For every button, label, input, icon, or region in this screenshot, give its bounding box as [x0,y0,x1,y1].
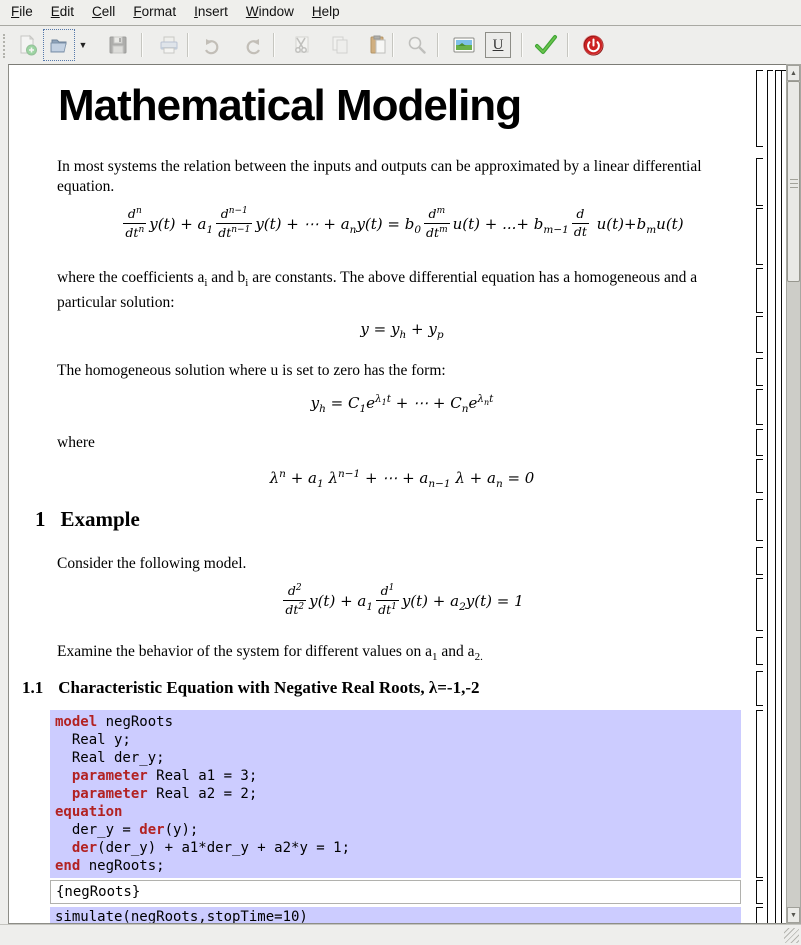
window-resize-grip[interactable] [784,928,799,943]
menu-help[interactable]: Help [311,4,340,19]
cell-bracket[interactable] [756,880,763,904]
magnifier-icon [406,34,428,56]
cell-bracket[interactable] [756,547,763,575]
underline-button[interactable] [484,31,512,59]
stop-button[interactable] [579,31,607,59]
text-cell[interactable]: Examine the behavior of the system for different values on $a_1$ and $a_{2.}$ [57,643,483,664]
toolbar-separator [437,33,439,57]
menu-insert[interactable]: Insert [194,4,228,19]
scrollbar-grip [790,177,798,188]
toolbar-separator [141,33,143,57]
save-button[interactable] [104,31,132,59]
clipboard-icon [367,34,389,56]
toolbar-separator [273,33,275,57]
menu-cell[interactable]: Cell [92,4,116,19]
input-cell-model[interactable]: model negRoots Real y; Real der_y; parameter Real a1 = 3; parameter Real a2 = 2; equation der_y = der(y); der(der_y) + a1*der_y + a2*y = 1; end negRoots; [50,710,741,878]
equation-cell[interactable]: $\lambda^n + a_1$ $\lambda^{n-1}$ + ⋯ + $a_{n-1}$ $\lambda + a_n = 0$ [269,468,535,490]
undo-arrow-icon [199,34,221,56]
cell-bracket[interactable] [756,459,763,493]
scroll-down-icon: ▼ [790,911,797,919]
open-dropdown-button[interactable] [76,31,90,59]
scroll-up-icon: ▲ [790,69,797,77]
text-cell[interactable]: where the coefficients $a_i$ and $b_i$ are constants. The above differential equation has a homogeneous and a particular solution: [57,269,698,312]
scroll-down-button[interactable] [787,907,800,923]
open-button[interactable] [45,31,73,59]
chevron-down-icon: ▼ [78,40,88,50]
status-bar [0,924,801,945]
cell-bracket[interactable] [756,268,763,313]
input-cell-simulate[interactable]: simulate(negRoots,stopTime=10) [50,907,741,923]
toolbar-separator [392,33,394,57]
cell-bracket[interactable] [756,158,763,206]
cell-bracket[interactable] [756,429,763,456]
toolbar-separator [187,33,189,57]
text-cell[interactable]: In most systems the relation between the inputs and outputs can be approximated by a linear differential equation. [57,158,702,195]
cell-bracket[interactable] [756,499,763,541]
cell-bracket[interactable] [756,316,763,353]
underline-icon: U [485,32,511,58]
menu-edit[interactable]: Edit [50,4,75,19]
copy-button[interactable] [326,31,354,59]
cell-bracket[interactable] [756,208,763,265]
print-button[interactable] [155,31,183,59]
text-cell[interactable]: Consider the following model. [57,555,247,572]
printer-icon [158,34,180,56]
menu-file[interactable]: File [11,4,33,19]
floppy-disk-icon [107,34,129,56]
menu-bar [0,0,801,26]
equation-cell[interactable]: $\frac{d^2}{dt^2}$ $y(t) + a_1$ $\frac{d^1}{dt^1}$ $y(t) + a_2y(t) = 1$ [285,583,524,617]
subsection-number: 1.1 [22,678,44,697]
redo-arrow-icon [244,34,266,56]
section-title: Example [60,507,140,531]
equation-cell[interactable]: $\frac{d^n}{dt^n}$ $y(t) + a_1$ $\frac{d^{n-1}}{dt^{n-1}}$ y(t) + ⋯ + $a_ny(t) = b_0$ $\frac{d^m}{dt^m}$ u(t) + ...+ $b_{m-1}$ $\frac{d}{dt}$ $u(t)+b_mu(t)$ [125,206,684,240]
cell-bracket[interactable] [756,358,763,386]
insert-image-button[interactable] [450,31,478,59]
evaluate-button[interactable] [532,31,560,59]
copy-pages-icon [329,34,351,56]
cell-bracket[interactable] [756,907,763,923]
toolbar [0,27,801,64]
cell-bracket[interactable] [756,389,763,425]
cut-button[interactable] [287,31,315,59]
scissors-icon [290,34,312,56]
new-document-icon [16,34,38,56]
cell-bracket[interactable] [756,710,763,878]
paste-button[interactable] [364,31,392,59]
power-icon [582,34,605,57]
subsection-heading[interactable] [22,678,480,698]
new-notebook-button[interactable] [13,31,41,59]
toolbar-separator [521,33,523,57]
group-bracket[interactable] [767,70,773,923]
green-check-icon [533,33,559,57]
menu-format[interactable]: Format [133,4,177,19]
cell-bracket[interactable] [756,637,763,665]
image-icon [452,34,476,56]
scrollbar-thumb[interactable] [787,81,800,282]
undo-button[interactable] [196,31,224,59]
output-cell[interactable]: {negRoots} [50,880,741,904]
equation-cell[interactable]: $y_h = C_1e^{\lambda_1t}$ + ⋯ + $C_ne^{\lambda_nt}$ [310,393,494,415]
text-cell[interactable]: where [57,434,95,451]
text-cell[interactable]: The homogeneous solution where u is set to zero has the form: [57,362,446,379]
search-button[interactable] [403,31,431,59]
subsection-title: Characteristic Equation with Negative Real Roots, λ=-1,-2 [58,678,480,697]
notebook-document-area [8,64,787,924]
cell-bracket[interactable] [756,578,763,631]
toolbar-drag-handle[interactable] [3,34,9,58]
notebook-page [9,65,786,923]
section-number: 1 [35,507,46,531]
section-heading[interactable] [35,507,140,532]
menu-window[interactable]: Window [245,4,294,19]
title-cell[interactable]: Mathematical Modeling [58,81,522,130]
vertical-scrollbar[interactable] [786,64,801,924]
cell-bracket[interactable] [756,70,763,147]
redo-button[interactable] [241,31,269,59]
scroll-up-button[interactable] [787,65,800,81]
toolbar-separator [567,33,569,57]
folder-open-icon [48,34,70,56]
equation-cell[interactable]: $y = y_h + y_p$ [360,320,444,341]
cell-bracket[interactable] [756,671,763,706]
